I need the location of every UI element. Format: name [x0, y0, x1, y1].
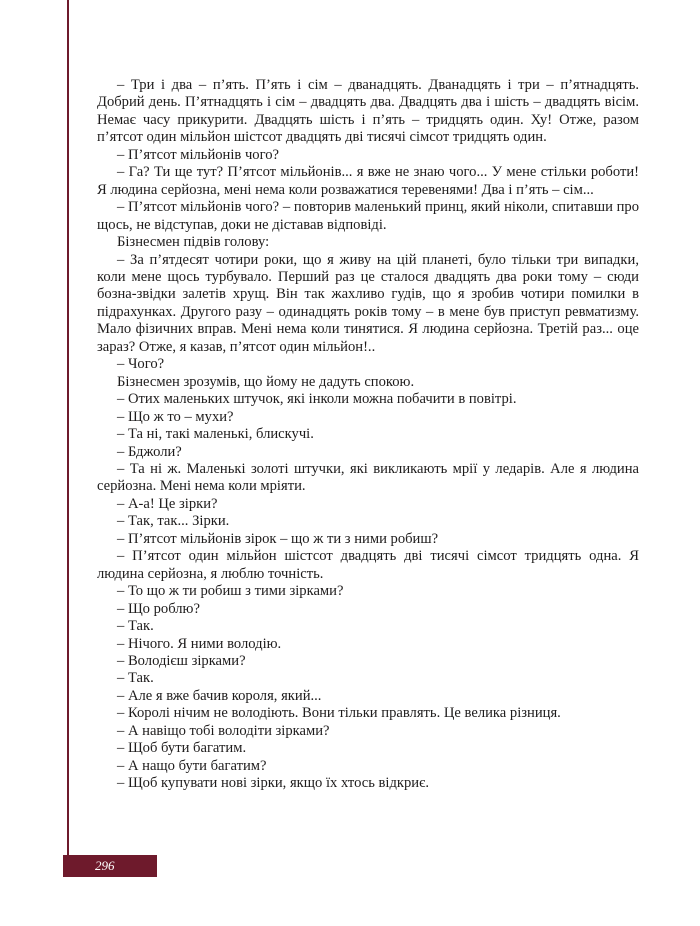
paragraph: – Королі нічим не володіють. Вони тільки правлять. Це велика різниця. — [117, 705, 561, 722]
paragraph: – П’ятсот мільйонів зірок – що ж ти з ними робиш? — [117, 530, 439, 547]
paragraph: – Володієш зірками? — [117, 652, 246, 669]
paragraph: – Так. — [117, 618, 154, 635]
paragraph: – Що ж то – мухи? — [117, 408, 234, 425]
paragraph: Бізнесмен зрозумів, що йому не дадуть спокою. — [117, 373, 415, 390]
paragraph: – За п’ятдесят чотири роки, що я живу на цій планеті, було тільки три випадки, коли мене щось турбувало. Перший раз це сталося двадцять два роки тому – сюди бозна-звідки залетів хрущ. Він так жахливо гудів, що я зробив чотири помилки в підрахунках. Другого разу – одинадцять років тому – в мене був приступ ревматизму. Мало фізичних вправ. Мені нема коли тинятися. Я людина серйозна. Третій раз... оце зараз? Отже, я казав, п’ятсот один мільйон!.. — [97, 251, 639, 355]
paragraph: – Бджоли? — [117, 443, 182, 460]
paragraph: – П’ятсот мільйонів чого? — [117, 146, 279, 163]
paragraph: – А навіщо тобі володіти зірками? — [117, 722, 330, 739]
margin-rule — [67, 0, 69, 870]
paragraph: – Нічого. Я ними володію. — [117, 635, 282, 652]
paragraph: Бізнесмен підвів голову: — [117, 234, 270, 251]
paragraph: – Щоб бути багатим. — [117, 740, 247, 757]
paragraph: – А-а! Це зірки? — [117, 495, 218, 512]
paragraph: – Так. — [117, 670, 154, 687]
paragraph: – Та ні ж. Маленькі золоті штучки, які викликають мрії у ледарів. Але я людина серйозна. Мені нема коли мріяти. — [97, 460, 639, 495]
paragraph: – Чого? — [117, 356, 165, 373]
paragraph: – Га? Ти ще тут? П’ятсот мільйонів... я вже не знаю чого... У мене стільки роботи! Я людина серйозна, мені нема коли розважатися теревенями! Два і п’ять – сім... — [97, 164, 639, 198]
paragraph: – П’ятсот один мільйон шістсот двадцять дві тисячі сімсот тридцять одна. Я людина серйозна, я люблю точність. — [97, 548, 639, 582]
paragraph: – Але я вже бачив короля, який... — [117, 687, 322, 704]
paragraph: – Та ні, такі маленькі, блискучі. — [117, 426, 314, 443]
paragraph: – Що роблю? — [117, 600, 200, 617]
paragraph: – То що ж ти робиш з тими зірками? — [117, 583, 344, 600]
paragraph: – Так, так... Зірки. — [117, 513, 230, 530]
paragraph: – А нащо бути багатим? — [117, 757, 267, 774]
paragraph: – Отих маленьких штучок, які інколи можна побачити в повітрі. — [117, 391, 517, 408]
page-number: 296 — [63, 855, 157, 877]
paragraph: – Щоб купувати нові зірки, якщо їх хтось відкриє. — [117, 775, 429, 792]
paragraph: – П’ятсот мільйонів чого? – повторив маленький принц, який ніколи, спитавши про щось, не відступав, доки не діставав відповіді. — [97, 199, 639, 233]
paragraph: – Три і два – п’ять. П’ять і сім – дванадцять. Дванадцять і три – п’ятнадцять. Добрий день. П’ятнадцять і сім – двадцять два. Двадцять два і шість – двадцять вісім. Немає часу прикурити. Двадцять шість і п’ять – тридцять один. Ху! Отже, разом п’ятсот один мільйон шістсот двадцять дві тисячі сімсот тридцять один. — [97, 77, 639, 146]
text-block — [97, 77, 639, 793]
